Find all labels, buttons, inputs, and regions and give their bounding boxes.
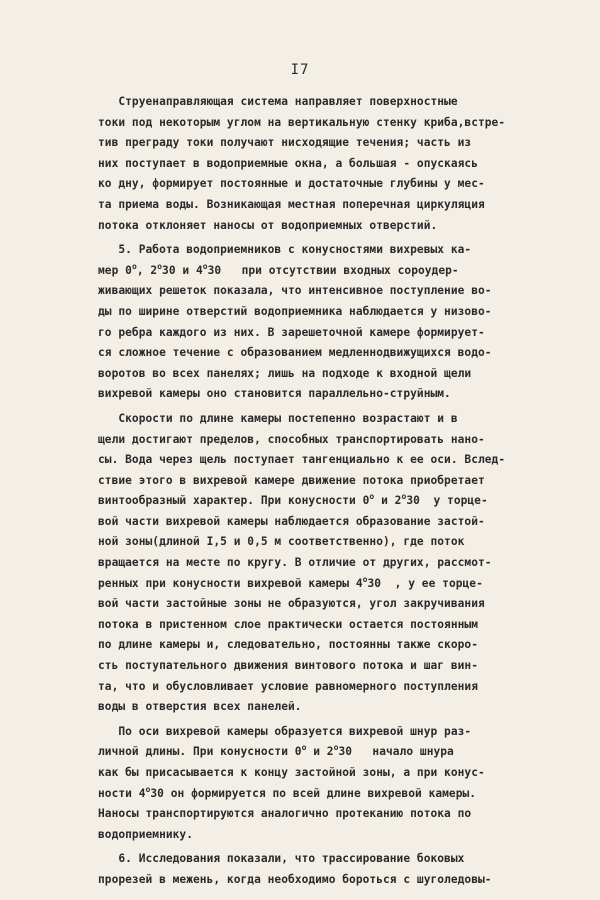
text-line: мер $0^о$, $2^о30$ и $4^о30$ при отсутствии входных сороудер- xyxy=(98,261,459,277)
text-line: ности $4^о30$ он формируется по всей длине вихревой камеры. xyxy=(98,784,477,800)
text-line: ренных при конусности вихревой камеры $4^о30$ , у ее торце- xyxy=(98,574,483,590)
text-line: них поступает в водоприемные окна, а большая - опускаясь xyxy=(98,156,478,170)
paragraph xyxy=(98,92,518,236)
text-line: потока отклоняет наносы от водоприемных отверстий. xyxy=(98,218,438,232)
text-line: По оси вихревой камеры образуется вихревой шнур раз- xyxy=(98,724,472,738)
text-line: ды по ширине отверстий водоприемника наблюдается у низово- xyxy=(98,304,492,318)
text-line: та приема воды. Возникающая местная поперечная циркуляция xyxy=(98,197,485,211)
text-line: 5. Работа водоприемников с конусностями вихревых ка- xyxy=(98,243,472,257)
paragraph xyxy=(98,722,518,846)
text-line: ся сложное течение с образованием медленнодвижущихся водо- xyxy=(98,346,492,360)
text-line: воды в отверстия всех панелей. xyxy=(98,700,302,714)
text-line: 6. Исследования показали, что трассирование боковых xyxy=(98,852,465,866)
text-line: потока в пристенном слое практически остается постоянным xyxy=(98,617,478,631)
text-line: ствие этого в вихревой камере движение потока приобретает xyxy=(98,473,485,487)
text-line: прорезей в межень, когда необходимо бороться с шуголедовы- xyxy=(98,872,492,886)
text-line: щели достигают пределов, способных транспортировать нано- xyxy=(98,432,485,446)
text-line: ной зоны(длиной I,5 и 0,5 м соответственно), где поток xyxy=(98,535,465,549)
text-line: сы. Вода через щель поступает тангенциально к ее оси. Вслед- xyxy=(98,453,506,467)
text-line: тив преграду токи получают нисходящие течения; часть из xyxy=(98,136,472,150)
text-line: Струенаправляющая система направляет поверхностные xyxy=(98,95,458,108)
text-line: та, что и обусловливает условие равномерного поступления xyxy=(98,679,478,693)
paragraph xyxy=(98,409,518,718)
text-line: по длине камеры и, следовательно, постоянны также скоро- xyxy=(98,638,478,652)
text-line: вой части вихревой камеры наблюдается образование застой- xyxy=(98,514,485,528)
document-body xyxy=(98,92,518,891)
text-line: вой части застойные зоны не образуются, угол закручивания xyxy=(98,597,485,611)
text-line: вращается на месте по кругу. В отличие от других, рассмот- xyxy=(98,556,492,570)
text-line: как бы присасывается к концу застойной зоны, а при конус- xyxy=(98,766,485,779)
text-line: живающих решеток показала, что интенсивное поступление во- xyxy=(98,284,492,298)
text-line: воротов во всех панелях; лишь на подходе к входной щели xyxy=(98,366,472,380)
text-line: ко дну, формирует постоянные и достаточные глубины у мес- xyxy=(98,177,485,191)
text-line: Наносы транспортируются аналогично протеканию потока по xyxy=(98,807,472,821)
paragraph xyxy=(98,849,518,890)
text-line: вихревой камеры оно становится параллельно-струйным. xyxy=(98,387,451,401)
text-line: сть поступательного движения винтового потока и шаг вин- xyxy=(98,659,478,673)
text-line: го ребра каждого из них. В зарешеточной камере формирует- xyxy=(98,325,485,339)
paragraph xyxy=(98,240,518,405)
text-line: токи под некоторым углом на вертикальную стенку криба,встре- xyxy=(98,115,506,129)
text-line: водоприемнику. xyxy=(98,827,193,841)
text-line: винтообразный характер. При конусности $0^о$ и $2^о30$ у торце- xyxy=(98,492,488,508)
text-line: личной длины. При конусности $0^о$ и $2^о30$ начало шнура xyxy=(98,743,454,759)
page-number: I7 xyxy=(290,62,310,78)
text-line: Скорости по длине камеры постепенно возрастают и в xyxy=(98,411,458,425)
